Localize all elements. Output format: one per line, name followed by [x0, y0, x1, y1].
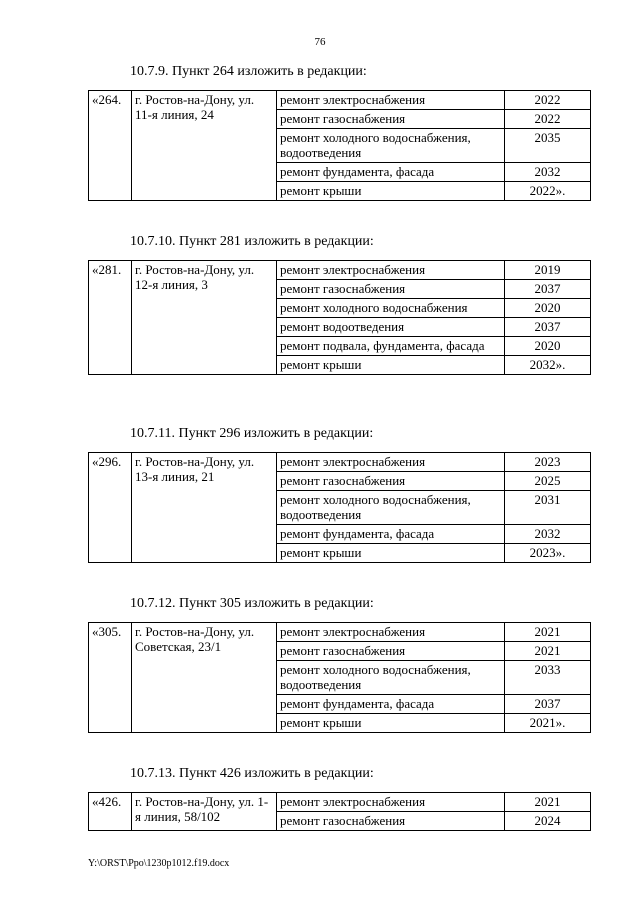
- repair-work-type: ремонт электроснабжения: [277, 261, 505, 280]
- repair-work-type: ремонт крыши: [277, 544, 505, 563]
- repair-year: 2021: [505, 793, 591, 812]
- repair-work-type: ремонт газоснабжения: [277, 812, 505, 831]
- repair-year: 2024: [505, 812, 591, 831]
- repair-work-type: ремонт крыши: [277, 714, 505, 733]
- repair-work-type: ремонт холодного водоснабжения, водоотведения: [277, 129, 505, 163]
- amendment-table: [88, 792, 591, 831]
- repair-year: 2032».: [505, 356, 591, 375]
- page-number: 76: [314, 36, 326, 48]
- repair-work-type: ремонт электроснабжения: [277, 793, 505, 812]
- table-row: [89, 453, 591, 472]
- repair-year: 2020: [505, 299, 591, 318]
- repair-year: 2033: [505, 661, 591, 695]
- repair-work-type: ремонт холодного водоснабжения, водоотведения: [277, 491, 505, 525]
- repair-work-type: ремонт фундамента, фасада: [277, 695, 505, 714]
- repair-work-type: ремонт фундамента, фасада: [277, 163, 505, 182]
- repair-work-type: ремонт газоснабжения: [277, 280, 505, 299]
- repair-year: 2037: [505, 695, 591, 714]
- repair-year: 2037: [505, 318, 591, 337]
- repair-work-type: ремонт холодного водоснабжения: [277, 299, 505, 318]
- table-row: [89, 261, 591, 280]
- table-row: [89, 91, 591, 110]
- repair-year: 2022: [505, 91, 591, 110]
- repair-year: 2035: [505, 129, 591, 163]
- repair-year: 2020: [505, 337, 591, 356]
- repair-work-type: ремонт холодного водоснабжения, водоотведения: [277, 661, 505, 695]
- repair-year: 2022».: [505, 182, 591, 201]
- amendment-heading: 10.7.10. Пункт 281 изложить в редакции:: [130, 234, 374, 249]
- building-address: г. Ростов-на-Дону, ул. 11-я линия, 24: [132, 91, 277, 201]
- amendment-table: [88, 452, 591, 563]
- repair-year: 2032: [505, 163, 591, 182]
- repair-year: 2023: [505, 453, 591, 472]
- item-number: «426.: [89, 793, 132, 831]
- repair-year: 2037: [505, 280, 591, 299]
- repair-year: 2022: [505, 110, 591, 129]
- building-address: г. Ростов-на-Дону, ул. 1-я линия, 58/102: [132, 793, 277, 831]
- repair-work-type: ремонт подвала, фундамента, фасада: [277, 337, 505, 356]
- repair-work-type: ремонт фундамента, фасада: [277, 525, 505, 544]
- amendment-table: [88, 90, 591, 201]
- amendment-heading: 10.7.13. Пункт 426 изложить в редакции:: [130, 766, 374, 781]
- amendment-heading: 10.7.12. Пункт 305 изложить в редакции:: [130, 596, 374, 611]
- item-number: «296.: [89, 453, 132, 563]
- table-row: [89, 793, 591, 812]
- building-address: г. Ростов-на-Дону, ул. 12-я линия, 3: [132, 261, 277, 375]
- repair-work-type: ремонт крыши: [277, 182, 505, 201]
- repair-year: 2019: [505, 261, 591, 280]
- repair-year: 2025: [505, 472, 591, 491]
- building-address: г. Ростов-на-Дону, ул. Советская, 23/1: [132, 623, 277, 733]
- amendment-heading: 10.7.11. Пункт 296 изложить в редакции:: [130, 426, 374, 441]
- amendment-heading: 10.7.9. Пункт 264 изложить в редакции:: [130, 64, 367, 79]
- file-path-footer: Y:\ORST\Ppo\1230p1012.f19.docx: [88, 858, 230, 869]
- item-number: «305.: [89, 623, 132, 733]
- table-row: [89, 623, 591, 642]
- repair-work-type: ремонт крыши: [277, 356, 505, 375]
- building-address: г. Ростов-на-Дону, ул. 13-я линия, 21: [132, 453, 277, 563]
- amendment-table: [88, 260, 591, 375]
- repair-work-type: ремонт газоснабжения: [277, 472, 505, 491]
- repair-work-type: ремонт газоснабжения: [277, 642, 505, 661]
- repair-work-type: ремонт газоснабжения: [277, 110, 505, 129]
- item-number: «264.: [89, 91, 132, 201]
- repair-year: 2031: [505, 491, 591, 525]
- amendment-table: [88, 622, 591, 733]
- repair-work-type: ремонт электроснабжения: [277, 91, 505, 110]
- repair-year: 2032: [505, 525, 591, 544]
- repair-work-type: ремонт водоотведения: [277, 318, 505, 337]
- repair-year: 2023».: [505, 544, 591, 563]
- repair-year: 2021».: [505, 714, 591, 733]
- repair-work-type: ремонт электроснабжения: [277, 453, 505, 472]
- item-number: «281.: [89, 261, 132, 375]
- repair-year: 2021: [505, 623, 591, 642]
- repair-work-type: ремонт электроснабжения: [277, 623, 505, 642]
- repair-year: 2021: [505, 642, 591, 661]
